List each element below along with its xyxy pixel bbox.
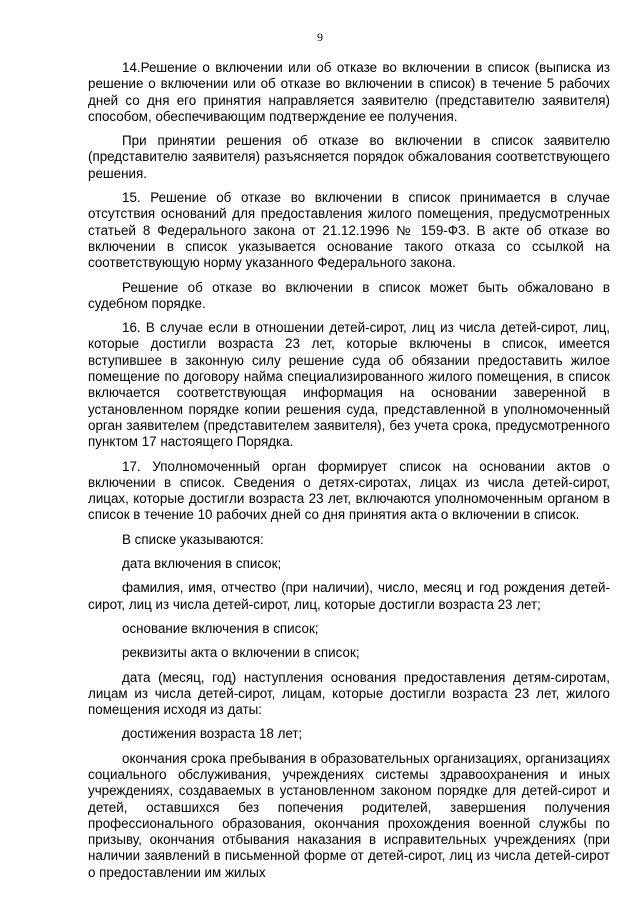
list-intro: В списке указываются: — [122, 531, 264, 547]
list-subitem-stay-end: окончания срока пребывания в образовательных организациях, организациях социального обслуживания, учреждениях системы здравоохранения и иных учреждениях, создаваемых в установленном законом порядке для детей-сирот и детей, оставшихся без попечения родителей, завершения получения профессионального образования, окончания прохождения военной службы по призыву, окончания отбывания наказания в исправительных учреждениях (при наличии заявлений в письменной форме от детей-сирот, лиц из числа детей-сирот о предоставлении им жилых — [88, 750, 610, 880]
paragraph-14: 14.Решение о включении или об отказе во включении в список (выписка из решение о включении или об отказе во включении в список) в течение 5 рабочих дней со дня его принятия направляется заявителю (представителю заявителя) способом, обеспечивающим подтверждение ее получения. — [88, 60, 610, 124]
paragraph-appeal-explanation: При принятии решения об отказе во включении в список заявителю (представителю заявителя) разъясняется порядок обжалования соответствующего решения. — [88, 133, 610, 181]
list-subitem-age-18: достижения возраста 18 лет; — [122, 726, 303, 742]
list-item-basis-date: дата (месяц, год) наступления основания предоставления детям-сиротам, лицам из числа детей-сирот, лицам, которые достигли возраста 23 лет, жилого помещения исходя из даты: — [88, 669, 610, 718]
list-item-inclusion-basis: основание включения в список; — [122, 620, 319, 636]
document-body — [88, 60, 610, 889]
paragraph-17: 17. Уполномоченный орган формирует список на основании актов о включении в список. Сведения о детях-сиротах, лицах из числа детей-сирот, лицах, которые достигли возраста 23 лет, включаются уполномоченным органом в список в течение 10 рабочих дней со дня принятия акта о включении в список. — [88, 458, 610, 523]
list-item-act-details: реквизиты акта о включении в список; — [122, 645, 360, 661]
list-item-full-name: фамилия, имя, отчество (при наличии), число, месяц и год рождения детей-сирот, лиц из числа детей-сирот, лиц, которые достигли возраста 23 лет; — [88, 580, 610, 612]
paragraph-15: 15. Решение об отказе во включении в список принимается в случае отсутствия оснований для предоставления жилого помещения, предусмотренных статьей 8 Федерального закона от 21.12.1996 № 159-ФЗ. В акте об отказе во включении в список указывается основание такого отказа со ссылкой на соответствующую норму указанного Федерального закона. — [88, 190, 610, 271]
page-number: 9 — [317, 30, 323, 44]
paragraph-16: 16. В случае если в отношении детей-сирот, лиц из числа детей-сирот, лиц, которые достигли возраста 23 лет, которые включены в список, имеется вступившее в законную силу решение суда об обязании предоставить жилое помещение по договору найма специализированного жилого помещения, в список включается соответствующая информация на основании заверенной в установленном порядке копии решения суда, представленной в уполномоченный орган заявителем (представителем заявителя), без учета срока, предусмотренного пунктом 17 настоящего Порядка. — [88, 320, 610, 450]
list-item-inclusion-date: дата включения в список; — [122, 556, 282, 572]
paragraph-court-appeal: Решение об отказе во включении в список может быть обжаловано в судебном порядке. — [88, 279, 610, 311]
